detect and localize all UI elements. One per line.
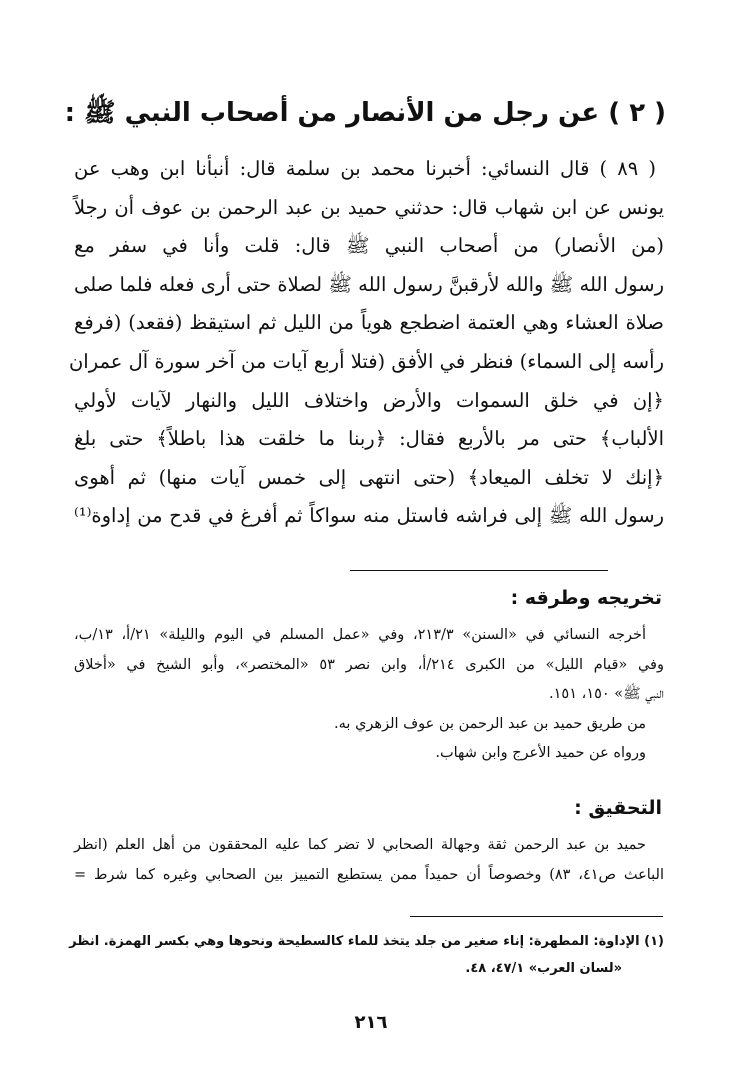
- tahqiq-title: التحقيق :: [574, 797, 662, 819]
- takhrij-line: أخرجه النسائي في «السنن» ٢١٣/٣، وفي «عمل المسلم في اليوم والليلة» ٢١/أ، ١٣/ب،: [74, 627, 646, 643]
- page-number: ٢١٦: [354, 1012, 388, 1033]
- tahqiq-line: حميد بن عبد الرحمن ثقة وجهالة الصحابي لا تضر كما عليه المحققون من أهل العلم (انظر: [74, 837, 646, 853]
- section-heading: ( ٢ ) عن رجل من الأنصار من أصحاب النبي ﷺ :: [64, 98, 666, 128]
- hadith-line: يونس عن ابن شهاب قال: حدثني حميد بن عبد الرحمن بن عوف أن رجلاً: [74, 195, 664, 219]
- takhrij-text: [74, 621, 664, 769]
- section-divider: [350, 570, 608, 571]
- footnote-line: (١) الإداوة: المطهرة: إناء صغير من جلد يتخذ للماء كالسطيحة ونحوها وهي بكسر الهمزة. انظر: [69, 934, 664, 949]
- hadith-line: رأسه إلى السماء) فنظر في الأفق (فتلا أربع آيات من آخر سورة آل عمران: [68, 349, 664, 373]
- hadith-line: ﴿إنك لا تخلف الميعاد﴾ (حتى انتهى إلى خمس آيات منها) ثم أهوى: [74, 465, 664, 489]
- takhrij-line: من طريق حميد بن عبد الرحمن بن عوف الزهري به.: [334, 715, 646, 732]
- footnote: [69, 928, 664, 982]
- hadith-line: ( ٨٩ ) قال النسائي: أخبرنا محمد بن سلمة قال: أنبأنا ابن وهب عن: [74, 157, 656, 180]
- hadith-line: رسول الله ﷺ إلى فراشه فاستل منه سواكاً ثم أفرغ في قدح من إداوة⁽¹⁾: [74, 504, 664, 528]
- footnote-line: «لسان العرب» ٤٧/١، ٤٨.: [465, 961, 622, 976]
- hadith-line: صلاة العشاء وهي العتمة اضطجع هوياً من الليل ثم استيقظ (فقعد) (فرفع: [74, 311, 664, 335]
- hadith-line: ﴿إن في خلق السموات والأرض واختلاف الليل والنهار لآيات لأولي: [74, 388, 664, 412]
- hadith-line: رسول الله ﷺ والله لأرقبنَّ رسول الله ﷺ لصلاة حتى أرى فعله فلما صلى: [74, 272, 664, 296]
- hadith-line: الألباب﴾ حتى مر بالأربع فقال: ﴿ربنا ما خلقت هذا باطلاً﴾ حتى بلغ: [74, 427, 664, 451]
- tahqiq-text: [74, 831, 664, 890]
- takhrij-line: النبي ﷺ» ١٥٠، ١٥١.: [549, 686, 664, 702]
- tahqiq-line: الباعث ص٤١، ٨٣) وخصوصاً أن حميداً ممن يستطيع التمييز بين الصحابي وغيره كما شرط =: [74, 866, 664, 883]
- takhrij-title: تخريجه وطرقه :: [510, 587, 662, 609]
- hadith-text: [68, 150, 664, 536]
- takhrij-line: وفي «قيام الليل» من الكبرى ٢١٤/أ، وابن نصر ٥٣ «المختصر»، وأبو الشيخ في «أخلاق: [74, 656, 664, 673]
- hadith-line: (من الأنصار) من أصحاب النبي ﷺ قال: قلت وأنا في سفر مع: [74, 234, 664, 258]
- takhrij-line: ورواه عن حميد الأعرج وابن شهاب.: [435, 745, 646, 761]
- footnote-divider: [410, 916, 663, 917]
